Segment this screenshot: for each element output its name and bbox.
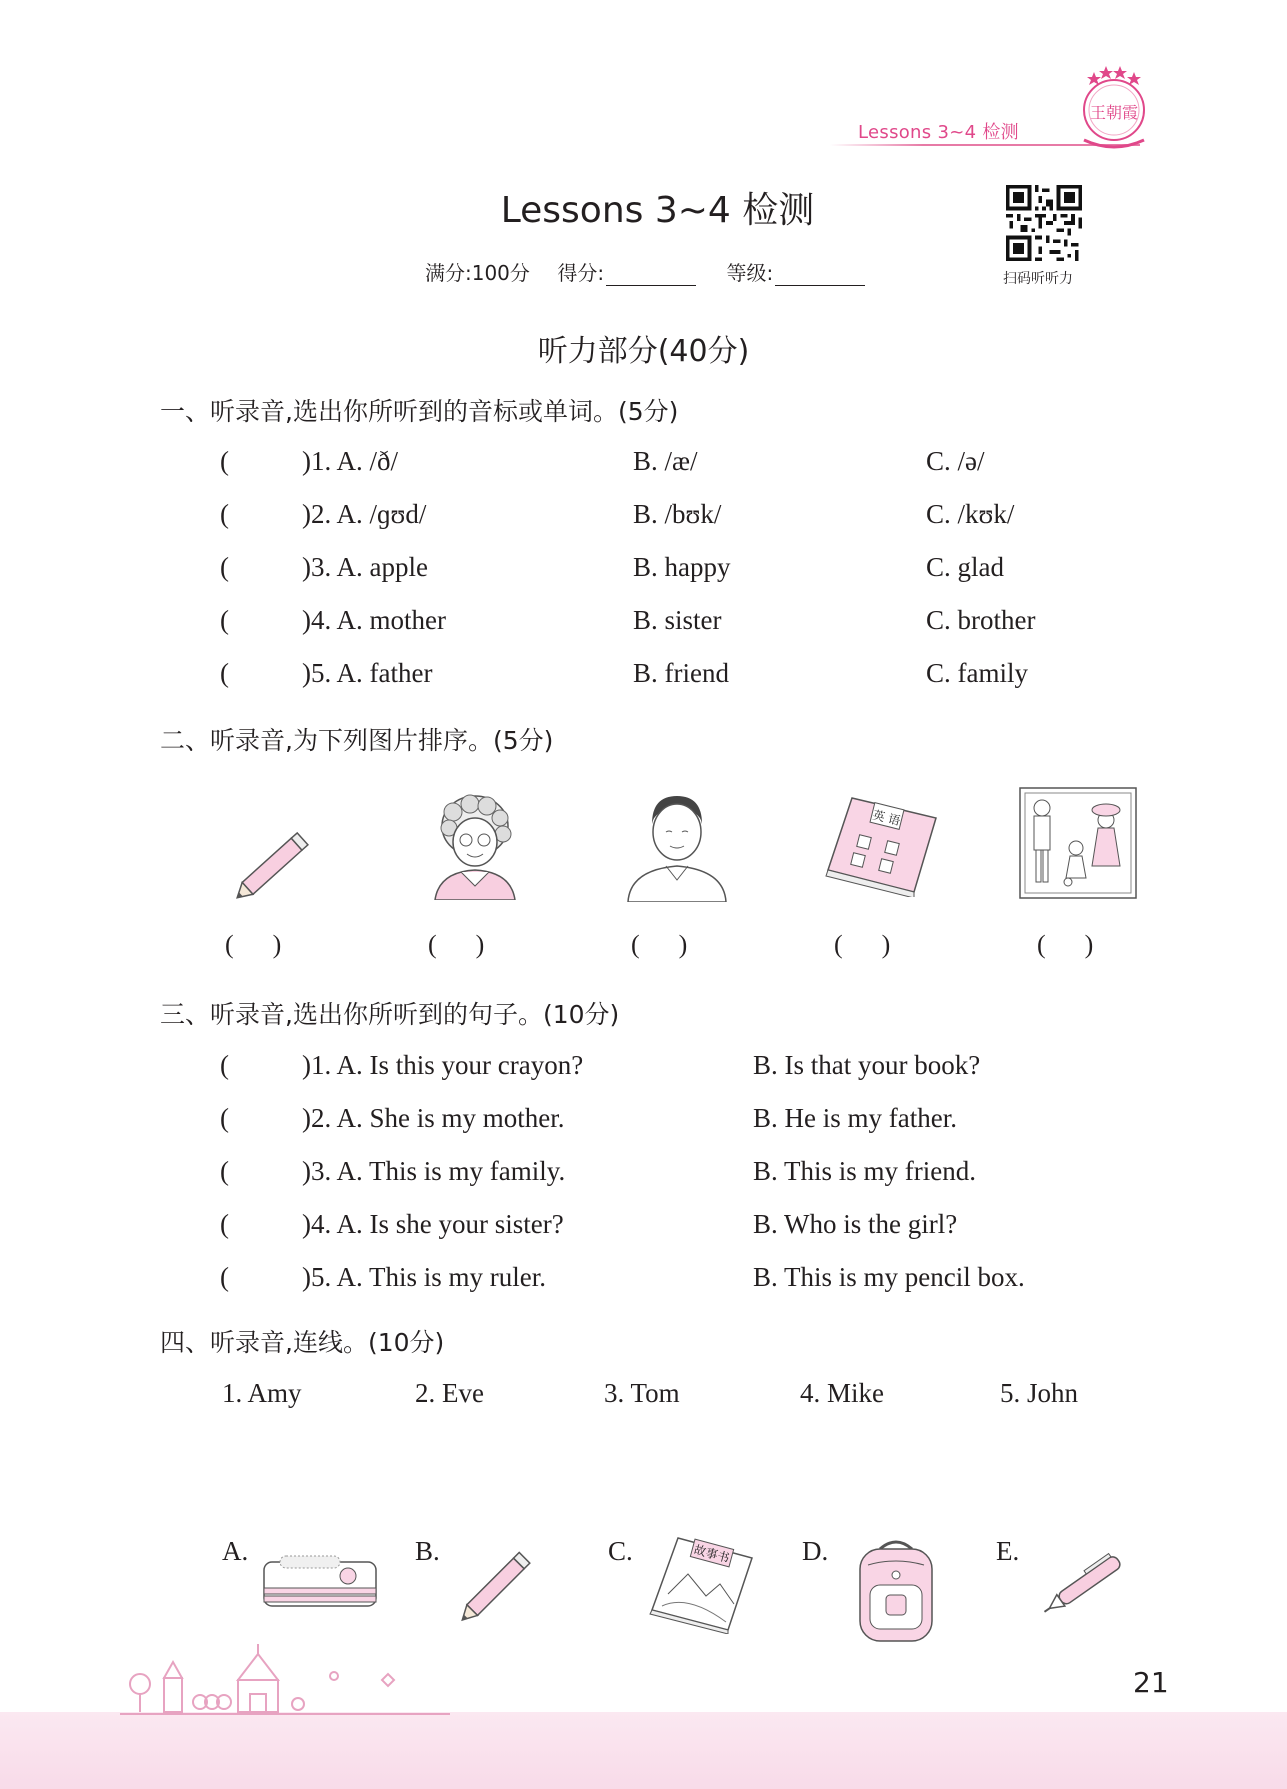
answer-blank[interactable]: ( (220, 1050, 229, 1080)
town-doodle-icon (120, 1640, 450, 1720)
q3-heading: 三、听录音,选出你所听到的句子。(10分) (160, 1000, 620, 1029)
option-a: )1. A. Is this your crayon? (302, 1050, 584, 1080)
order-blank-4[interactable]: ( ) (834, 930, 891, 959)
option-b: B. He is my father. (753, 1103, 957, 1133)
qr-code-icon[interactable] (1006, 185, 1082, 261)
section-title: 听力部分(40分) (537, 334, 750, 369)
q1-heading: 一、听录音,选出你所听到的音标或单词。(5分) (160, 397, 679, 426)
answer-blank[interactable]: ( (220, 658, 229, 688)
name-mike[interactable]: 4. Mike (800, 1378, 884, 1408)
pencil-picture-icon (225, 820, 325, 910)
answer-blank[interactable]: ( (220, 1262, 229, 1292)
answer-blank[interactable]: ( (220, 605, 229, 635)
name-john[interactable]: 5. John (1000, 1378, 1079, 1408)
answer-blank[interactable]: ( (220, 499, 229, 529)
pencil-box-picture-icon[interactable] (260, 1552, 380, 1612)
score-label: 得分: (557, 261, 605, 285)
logo-text: 王朝霞 (1089, 103, 1139, 122)
option-a: )3. A. apple (302, 552, 428, 582)
story-book-label: 故事书 (692, 1542, 731, 1566)
order-blank-1[interactable]: ( ) (225, 930, 282, 959)
answer-blank[interactable]: ( (220, 446, 229, 476)
answer-blank[interactable]: ( (220, 1103, 229, 1133)
bottom-band (0, 1712, 1287, 1789)
english-book-picture-icon (822, 792, 942, 897)
q2-heading: 二、听录音,为下列图片排序。(5分) (160, 726, 554, 755)
score-blank[interactable] (606, 265, 696, 286)
option-letter-c: C. (608, 1536, 633, 1566)
page-number: 21 (1133, 1666, 1169, 1699)
option-b: B. /bʊk/ (633, 499, 722, 529)
story-book-picture-icon[interactable] (648, 1534, 758, 1634)
name-eve[interactable]: 2. Eve (415, 1378, 484, 1408)
option-c: C. /ə/ (926, 446, 985, 476)
option-b: B. This is my friend. (753, 1156, 977, 1186)
q4-heading: 四、听录音,连线。(10分) (160, 1328, 445, 1357)
name-tom[interactable]: 3. Tom (604, 1378, 680, 1408)
answer-blank[interactable]: ( (220, 1209, 229, 1239)
book-label: 英 语 (871, 807, 902, 829)
option-letter-d: D. (802, 1536, 829, 1566)
publisher-logo-icon (1074, 62, 1154, 152)
option-b: B. Who is the girl? (753, 1209, 958, 1239)
family-photo-picture-icon (1018, 786, 1138, 900)
grade-blank[interactable] (775, 265, 865, 286)
name-amy[interactable]: 1. Amy (222, 1378, 302, 1408)
running-title: Lessons 3~4 检测 (858, 122, 1019, 143)
option-a: )1. A. /ð/ (302, 446, 399, 476)
qr-caption: 扫码听听力 (1003, 271, 1073, 287)
option-letter-e: E. (996, 1536, 1020, 1566)
school-bag-picture-icon[interactable] (846, 1535, 946, 1645)
option-b: B. Is that your book? (753, 1050, 981, 1080)
grandmother-picture-icon (425, 790, 525, 900)
full-marks-label: 满分:100分 (425, 261, 530, 285)
father-picture-icon (622, 790, 732, 902)
option-b: B. friend (633, 658, 729, 688)
option-b: B. This is my pencil box. (753, 1262, 1025, 1292)
option-a: )2. A. /ɡʊd/ (302, 499, 427, 529)
option-b: B. happy (633, 552, 731, 582)
option-a: )5. A. father (302, 658, 433, 688)
option-b: B. /æ/ (633, 446, 698, 476)
option-c: C. brother (926, 605, 1036, 635)
order-blank-3[interactable]: ( ) (631, 930, 688, 959)
option-b: B. sister (633, 605, 722, 635)
answer-blank[interactable]: ( (220, 552, 229, 582)
option-a: )2. A. She is my mother. (302, 1103, 565, 1133)
pen-picture-icon[interactable] (1036, 1544, 1136, 1624)
pencil-picture-icon[interactable] (448, 1540, 548, 1630)
order-blank-2[interactable]: ( ) (428, 930, 485, 959)
option-a: )5. A. This is my ruler. (302, 1262, 547, 1292)
grade-label: 等级: (726, 261, 774, 285)
option-c: C. family (926, 658, 1028, 688)
option-a: )3. A. This is my family. (302, 1156, 566, 1186)
option-a: )4. A. Is she your sister? (302, 1209, 564, 1239)
option-letter-a: A. (222, 1536, 249, 1566)
score-line (425, 257, 889, 286)
page-title: Lessons 3~4 检测 (500, 190, 815, 231)
order-blank-5[interactable]: ( ) (1037, 930, 1094, 959)
option-letter-b: B. (415, 1536, 440, 1566)
option-c: C. /kʊk/ (926, 499, 1015, 529)
answer-blank[interactable]: ( (220, 1156, 229, 1186)
option-a: )4. A. mother (302, 605, 446, 635)
option-c: C. glad (926, 552, 1004, 582)
